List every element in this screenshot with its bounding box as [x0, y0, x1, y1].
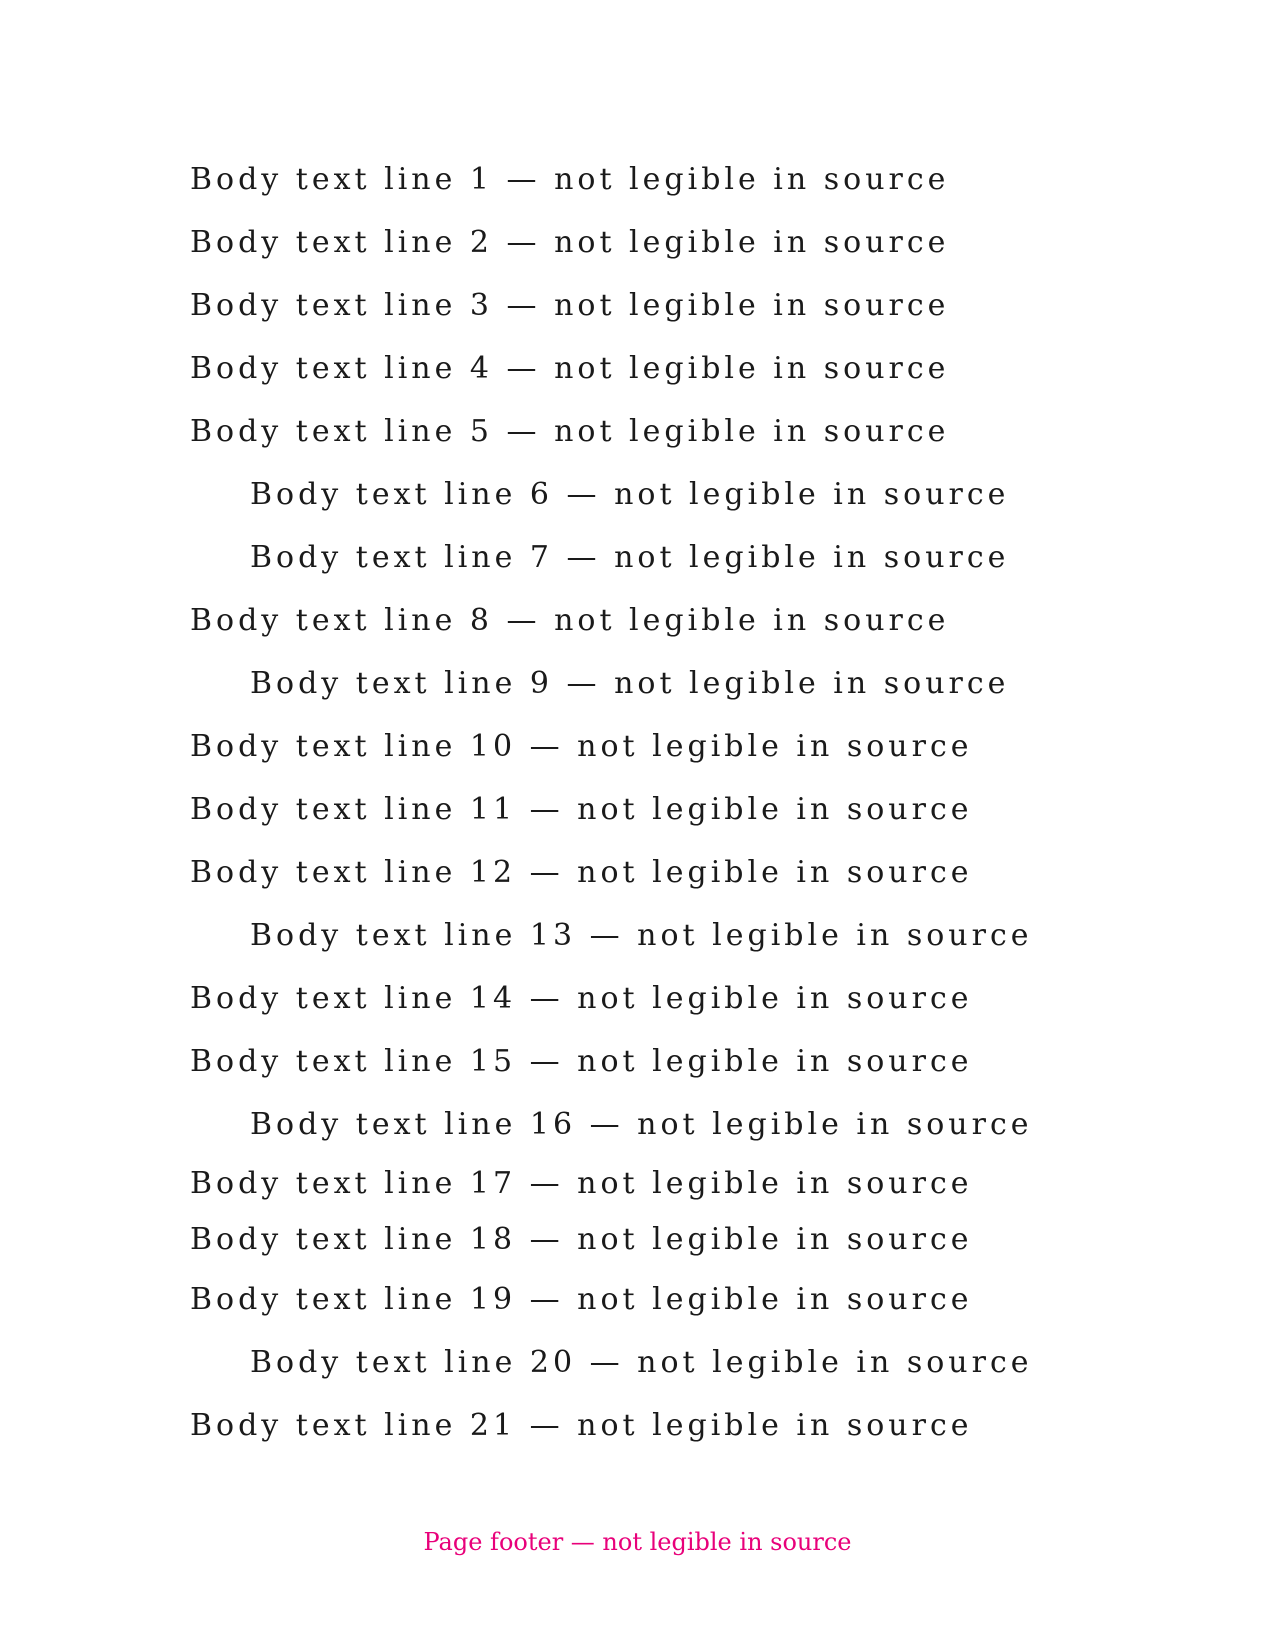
- body-line: Body text line 14 — not legible in source: [190, 981, 973, 1016]
- body-line: Body text line 3 — not legible in source: [190, 288, 950, 323]
- body-line: Body text line 5 — not legible in source: [190, 414, 950, 449]
- body-line: Body text line 2 — not legible in source: [190, 225, 950, 260]
- body-line: Body text line 18 — not legible in source: [190, 1222, 973, 1257]
- body-line: Body text line 6 — not legible in source: [250, 477, 1010, 512]
- body-line: Body text line 19 — not legible in source: [190, 1282, 973, 1317]
- body-line: Body text line 4 — not legible in source: [190, 351, 950, 386]
- body-line: Body text line 11 — not legible in source: [190, 792, 973, 827]
- body-line: Body text line 8 — not legible in source: [190, 603, 950, 638]
- body-line: Body text line 21 — not legible in source: [190, 1408, 973, 1443]
- document-body: [190, 148, 1090, 1457]
- body-line: Body text line 16 — not legible in source: [250, 1107, 1033, 1142]
- body-line: Body text line 12 — not legible in source: [190, 855, 973, 890]
- body-line: Body text line 17 — not legible in source: [190, 1166, 973, 1201]
- body-line: Body text line 9 — not legible in source: [250, 666, 1010, 701]
- page-footer: Page footer — not legible in source: [423, 1528, 852, 1556]
- body-line: Body text line 20 — not legible in source: [250, 1345, 1033, 1380]
- body-line: Body text line 7 — not legible in source: [250, 540, 1010, 575]
- body-line: Body text line 1 — not legible in source: [190, 162, 950, 197]
- body-line: Body text line 10 — not legible in source: [190, 729, 973, 764]
- body-line: Body text line 13 — not legible in source: [250, 918, 1033, 953]
- body-line: Body text line 15 — not legible in source: [190, 1044, 973, 1079]
